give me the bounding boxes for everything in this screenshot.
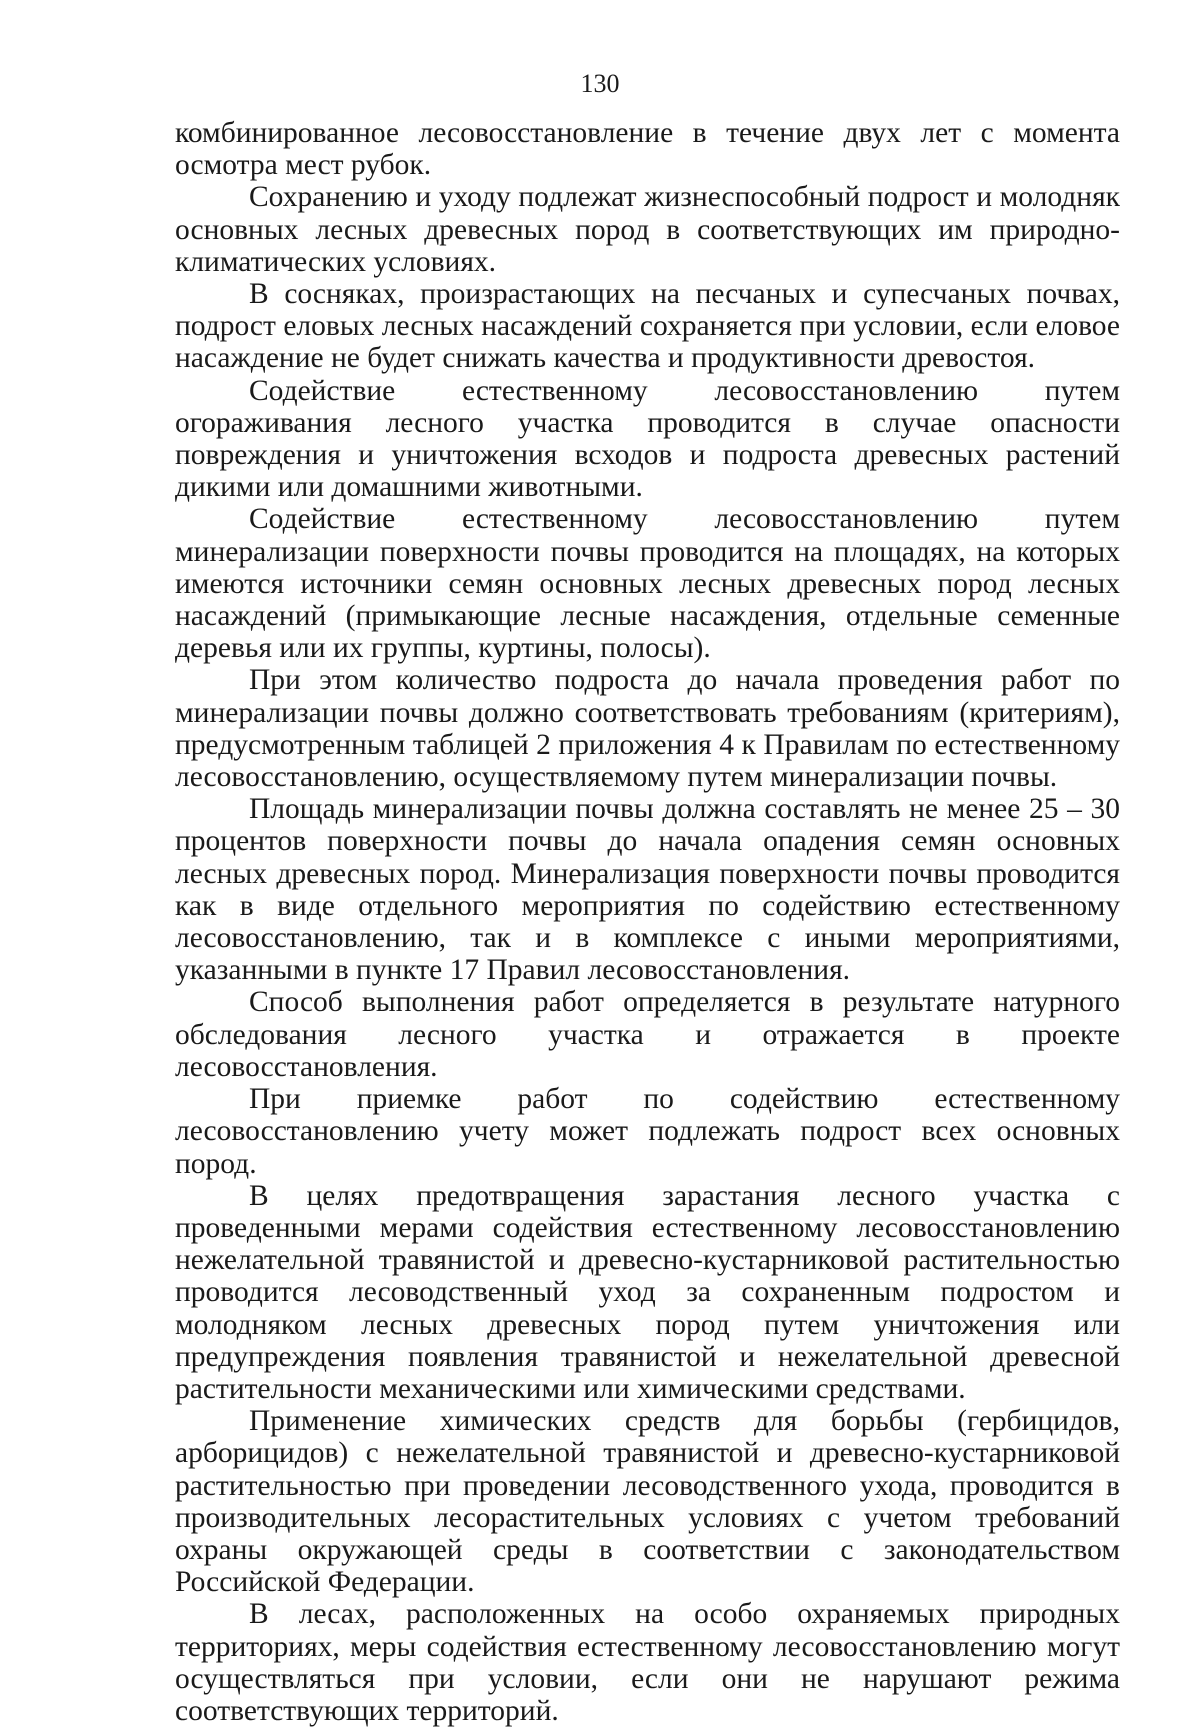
document-body (175, 117, 1120, 1727)
paragraph: В сосняках, произрастающих на песчаных и супесчаных почвах, подрост еловых лесных насаждений сохраняется при условии, если еловое насаждение не будет снижать качества и продуктивности древостоя. (175, 278, 1120, 375)
paragraph: При этом количество подроста до начала проведения работ по минерализации почвы должно соответствовать требованиям (критериям), предусмотренным таблицей 2 приложения 4 к Правилам по естественному лесовосстановлению, осуществляемому путем минерализации почвы. (175, 664, 1120, 794)
paragraph: Применение химических средств для борьбы (гербицидов, арборицидов) с нежелательной травянистой и древесно-кустарниковой растительностью при проведении лесоводственного ухода, проводится в производительных лесорастительных условиях с учетом требований охраны окружающей среды в соответствии с законодательством Российской Федерации. (175, 1405, 1120, 1599)
paragraph: В целях предотвращения зарастания лесного участка с проведенными мерами содействия естественному лесовосстановлению нежелательной травянистой и древесно-кустарниковой растительностью проводится лесоводственный уход за сохраненным подростом и молодняком лесных древесных пород путем уничтожения или предупреждения появления травянистой и нежелательной древесной растительности механическими или химическими средствами. (175, 1179, 1120, 1405)
page-number: 130 (580, 69, 620, 98)
paragraph: Содействие естественному лесовосстановлению путем огораживания лесного участка проводится в случае опасности повреждения и уничтожения всходов и подроста древесных растений дикими или домашними животными. (175, 374, 1120, 504)
paragraph: Сохранению и уходу подлежат жизнеспособный подрост и молодняк основных лесных древесных пород в соответствующих им природно-климатических условиях. (175, 181, 1120, 278)
paragraph: В лесах, расположенных на особо охраняемых природных территориях, меры содействия естественному лесовосстановлению могут осуществляться при условии, если они не нарушают режима соответствующих территорий. (175, 1598, 1120, 1727)
paragraph: Площадь минерализации почвы должна составлять не менее 25 – 30 процентов поверхности почвы до начала опадения семян основных лесных древесных пород. Минерализация поверхности почвы проводится как в виде отдельного мероприятия по содействию естественному лесовосстановлению, так и в комплексе с иными мероприятиями, указанными в пункте 17 Правил лесовосстановления. (175, 793, 1120, 987)
paragraph: При приемке работ по содействию естественному лесовосстановлению учету может подлежать подрост всех основных пород. (175, 1083, 1120, 1180)
paragraph: Способ выполнения работ определяется в результате натурного обследования лесного участка и отражается в проекте лесовосстановления. (175, 986, 1120, 1083)
paragraph: Содействие естественному лесовосстановлению путем минерализации поверхности почвы проводится на площадях, на которых имеются источники семян основных лесных древесных пород лесных насаждений (примыкающие лесные насаждения, отдельные семенные деревья или их группы, куртины, полосы). (175, 503, 1120, 665)
paragraph-continuation: комбинированное лесовосстановление в течение двух лет с момента осмотра мест рубок. (175, 117, 1120, 182)
